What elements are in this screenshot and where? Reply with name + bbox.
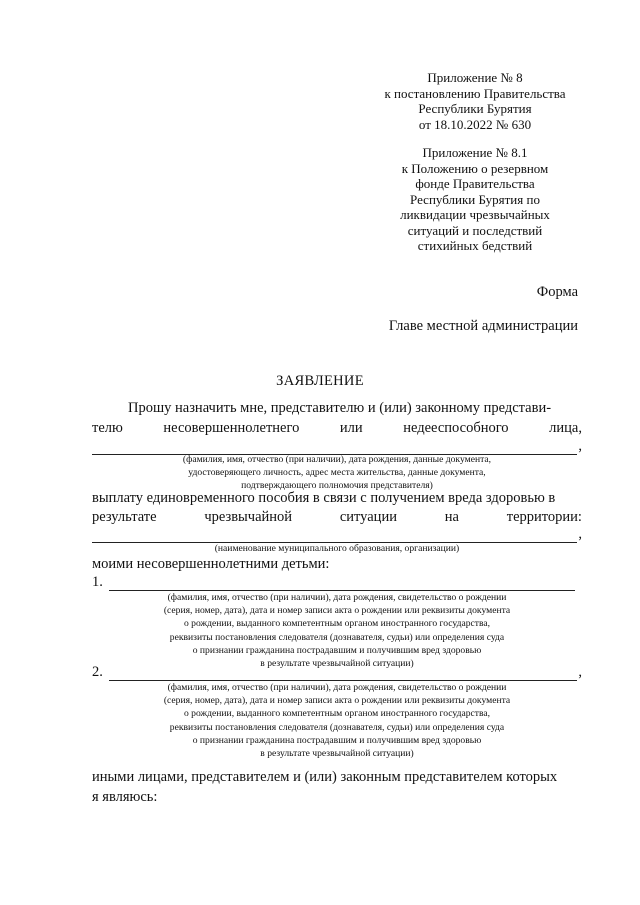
body-word: лица, <box>549 420 582 436</box>
item-number: 2. <box>92 664 103 680</box>
appendix-8-1-line: стихийных бедствий <box>417 238 533 253</box>
field-end-comma: , <box>578 664 582 680</box>
field-end-comma: , <box>578 438 582 454</box>
body-line-5 <box>92 509 582 526</box>
caption-line: о рождении, выданного компетентным органом иностранного государства, <box>183 618 491 630</box>
body-text: я являюсь: <box>92 789 158 805</box>
caption-line: (фамилия, имя, отчество (при наличии), дата рождения, свидетельство о рождении <box>167 592 507 603</box>
territory-field-caption <box>92 542 582 555</box>
body-word: или <box>339 420 363 436</box>
item-number: 1. <box>92 574 103 590</box>
body-line-9 <box>92 789 582 806</box>
body-text: Прошу назначить мне, представителю и (или) законному представи- <box>128 400 552 416</box>
caption-line: в результате чрезвычайной ситуации) <box>260 658 414 670</box>
applicant-field-caption <box>92 453 582 493</box>
document-title: ЗАЯВЛЕНИЕ <box>276 373 364 389</box>
body-word: недееспособного <box>403 420 509 436</box>
appendix-8-1-line: Приложение № 8.1 <box>422 145 528 160</box>
body-line-2 <box>92 420 582 437</box>
appendix-8-1-line: ликвидации чрезвычайных <box>400 207 550 222</box>
appendix-8-1-line: фонде Правительства <box>415 176 535 191</box>
caption-line: удостоверяющего личность, адрес места жительства, данные документа, <box>188 467 486 479</box>
body-word: чрезвычайной <box>204 509 293 525</box>
child-2-caption <box>92 681 582 760</box>
caption-line: (наименование муниципального образования, организации) <box>214 543 460 554</box>
body-text: выплату единовременного пособия в связи с получением вреда здоровью в <box>92 490 556 506</box>
caption-line: в результате чрезвычайной ситуации) <box>260 748 414 760</box>
body-text: иными лицами, представителем и (или) законным представителем которых <box>92 769 558 785</box>
appendix-8-line: Приложение № 8 <box>427 70 523 85</box>
body-text: моими несовершеннолетними детьми: <box>92 556 330 572</box>
child-1-field[interactable] <box>92 574 582 591</box>
caption-line: (фамилия, имя, отчество (при наличии), дата рождения, свидетельство о рождении <box>167 682 507 693</box>
appendix-8-1-line: Республики Бурятия по <box>410 191 540 207</box>
addressee: Главе местной администрации <box>388 318 578 334</box>
child-2-field-rule[interactable] <box>109 668 578 681</box>
body-line-8 <box>92 769 582 786</box>
body-word: территории: <box>506 509 582 525</box>
caption-line: о признании гражданина пострадавшим и получившим вред здоровью <box>192 734 482 746</box>
form-label: Форма <box>536 284 578 300</box>
field-end-comma: , <box>578 526 582 542</box>
appendix-8-1-line: к Положению о резервном <box>401 160 549 176</box>
appendix-8-line: Республики Бурятия <box>418 101 532 116</box>
appendix-8-header <box>360 70 590 132</box>
caption-line: (серия, номер, дата), дата и номер записи акта о рождении или реквизиты документа <box>163 605 511 617</box>
caption-line: реквизиты постановления следователя (дознавателя, судьи) или определения суда <box>169 721 505 733</box>
appendix-8-1-header <box>360 145 590 254</box>
caption-line: (серия, номер, дата), дата и номер записи акта о рождении или реквизиты документа <box>163 695 511 707</box>
body-word: на <box>444 509 459 525</box>
body-word: несовершеннолетнего <box>163 420 300 436</box>
caption-line: подтверждающего полномочия представителя) <box>241 480 433 492</box>
child-1-field-rule[interactable] <box>109 578 575 591</box>
body-line-4 <box>92 490 582 507</box>
appendix-8-line: к постановлению Правительства <box>384 85 566 101</box>
child-1-caption <box>92 591 582 670</box>
body-word: результате <box>92 509 157 525</box>
body-line-7 <box>92 556 582 573</box>
caption-line: о рождении, выданного компетентным органом иностранного государства, <box>183 708 491 720</box>
caption-line: реквизиты постановления следователя (дознавателя, судьи) или определения суда <box>169 631 505 643</box>
appendix-8-line: от 18.10.2022 № 630 <box>418 116 532 132</box>
territory-field[interactable] <box>92 526 582 543</box>
body-line-1 <box>128 400 582 417</box>
caption-line: о признании гражданина пострадавшим и получившим вред здоровью <box>192 644 482 656</box>
caption-line: (фамилия, имя, отчество (при наличии), дата рождения, данные документа, <box>182 454 492 465</box>
body-word: ситуации <box>339 509 397 525</box>
body-word: телю <box>92 420 123 436</box>
child-2-field[interactable] <box>92 664 582 681</box>
appendix-8-1-line: ситуаций и последствий <box>407 222 543 238</box>
